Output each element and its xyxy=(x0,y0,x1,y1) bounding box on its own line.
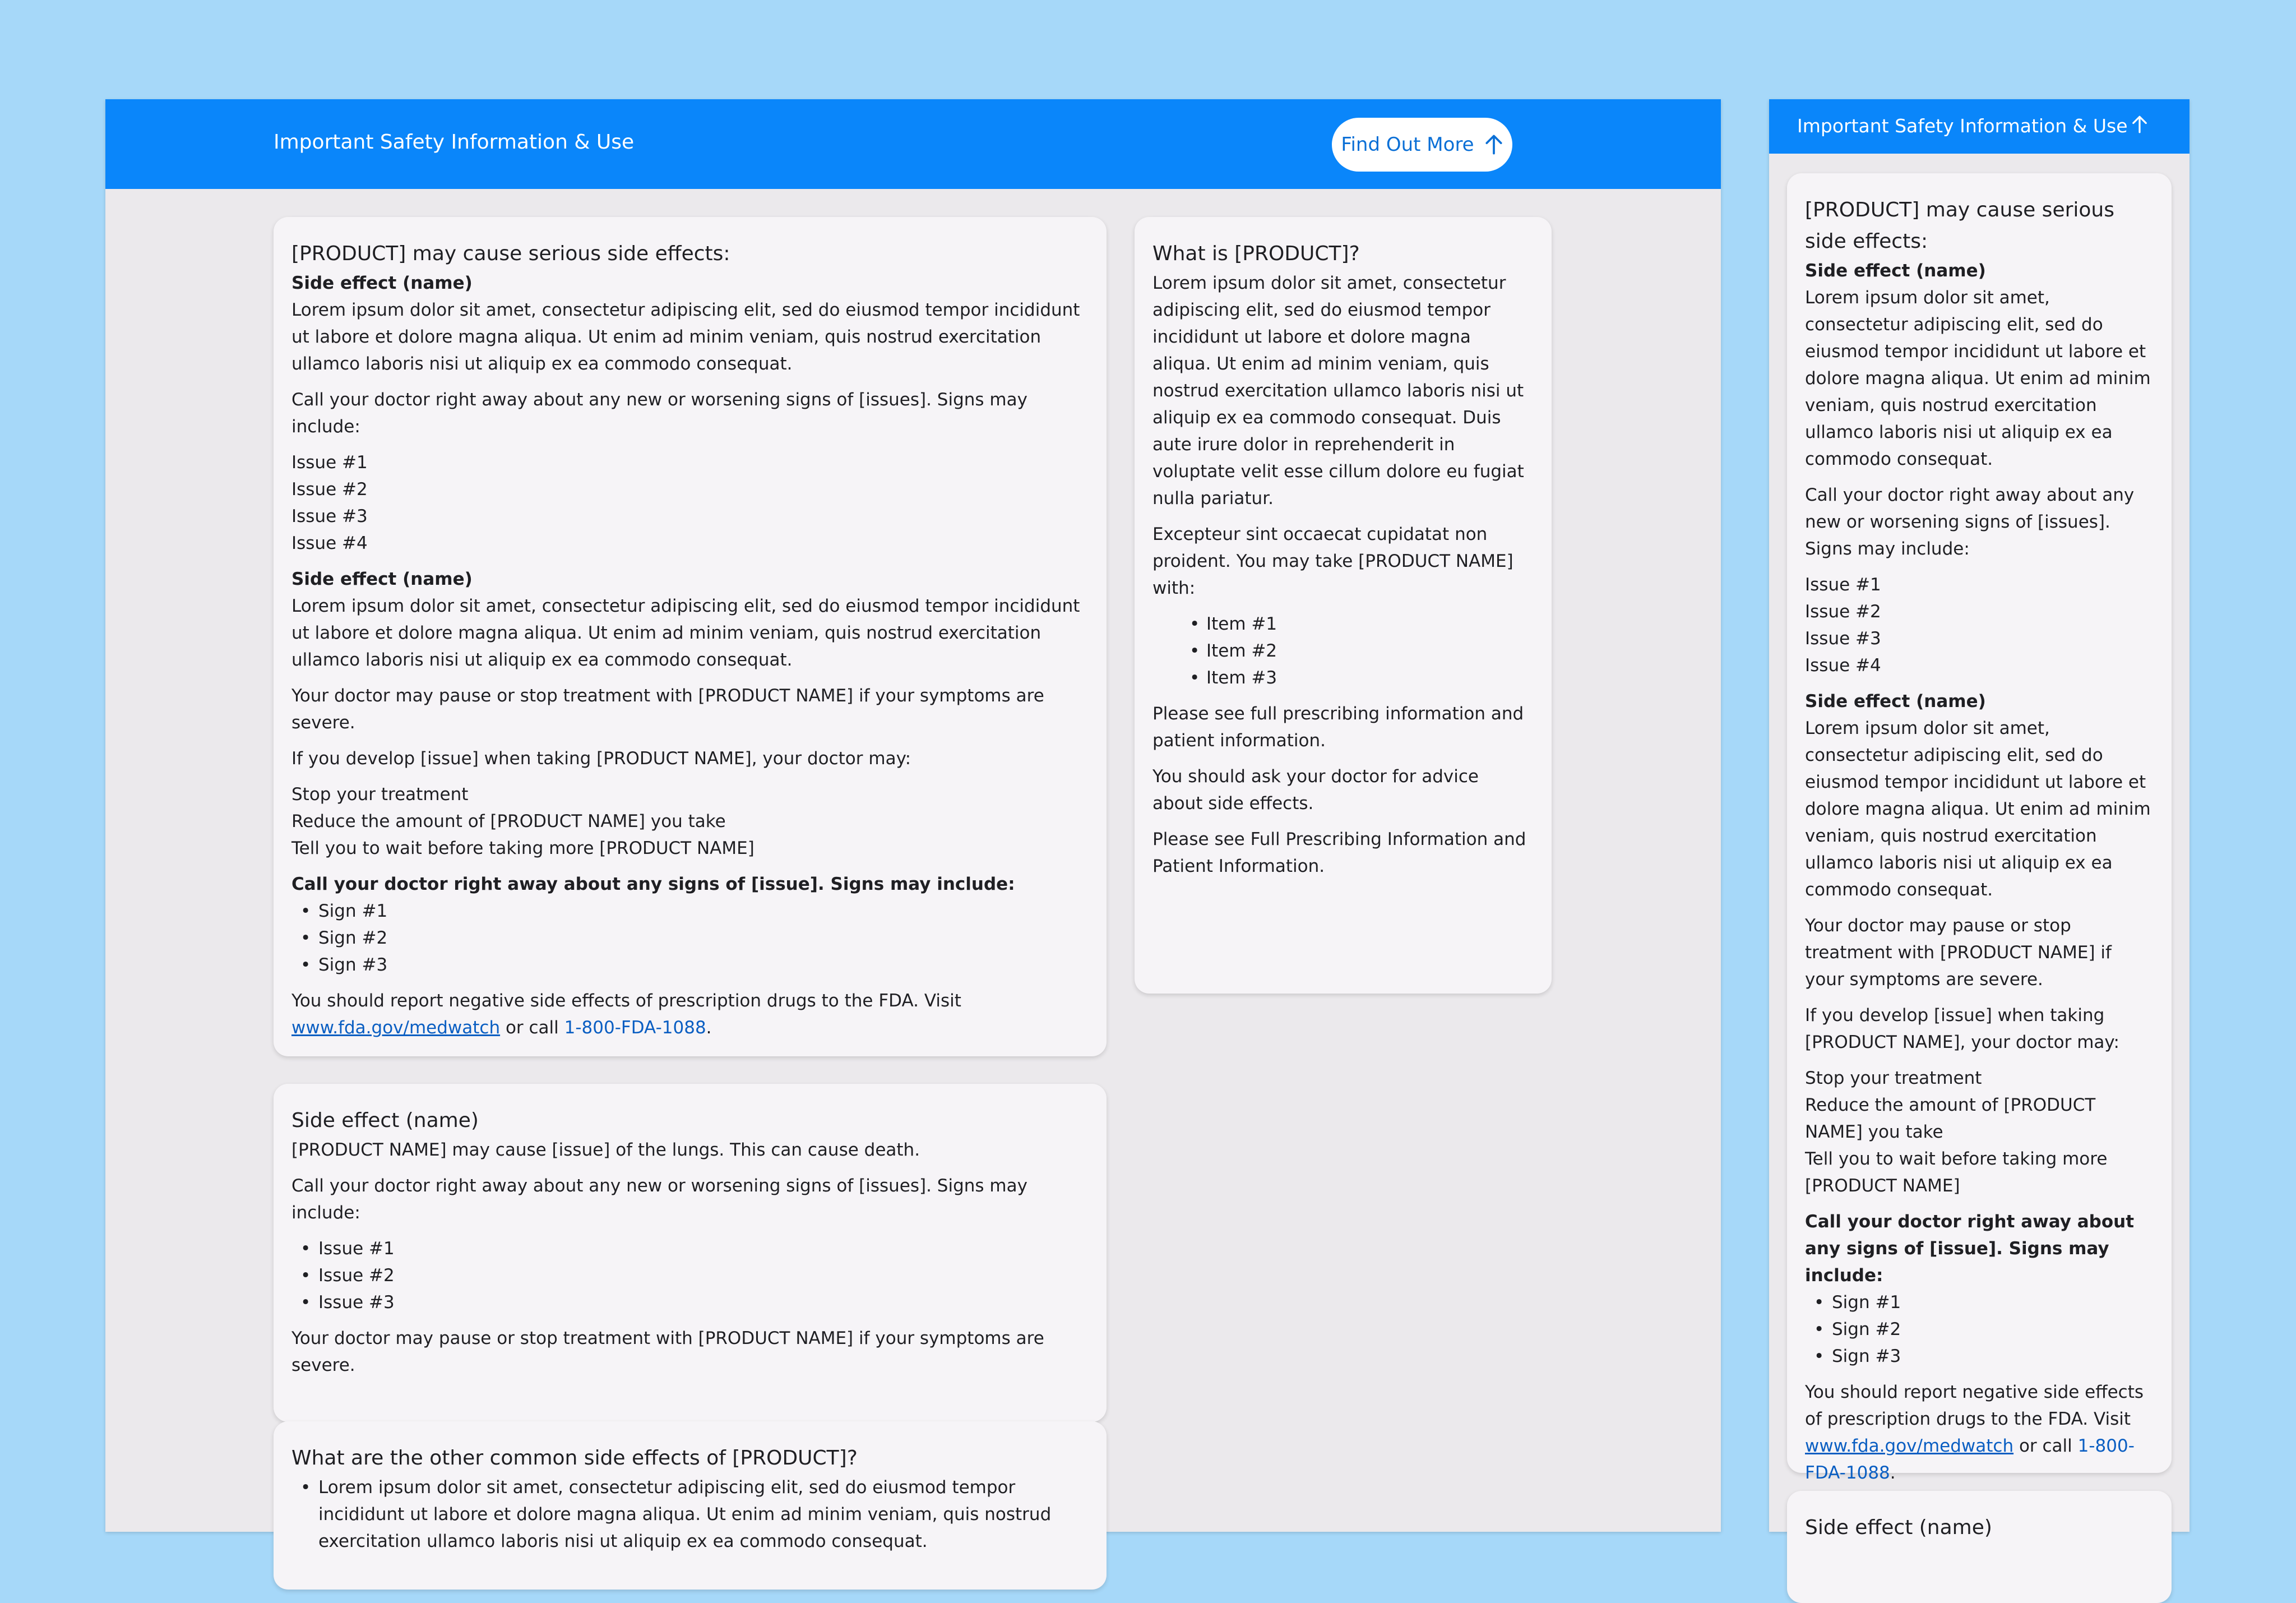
body-text: Lorem ipsum dolor sit amet, consectetur adipiscing elit, sed do eiusmod tempor incididunt ut labore et dolore magna aliqua. Ut enim ad minim veniam, quis nostrud exercitation ullamco laboris nisi ut aliquip ex ea commodo consequat. xyxy=(1805,718,2151,900)
list-item: Reduce the amount of [PRODUCT NAME] you take xyxy=(291,811,726,831)
list-item: • Issue #2 xyxy=(291,1262,1089,1289)
actions-list xyxy=(291,781,1089,862)
list-item: • Issue #1 xyxy=(291,1235,1089,1262)
card-lung-side-effect xyxy=(274,1084,1107,1422)
find-out-more-label: Find Out More xyxy=(1341,133,1474,156)
desktop-view xyxy=(105,99,1721,1551)
list-item: Issue #1 xyxy=(291,452,368,473)
body-text: Call your doctor right away about any new or worsening signs of [issues]. Signs may include: xyxy=(291,1176,1027,1223)
signs-list xyxy=(291,898,1089,978)
common-effects-list xyxy=(291,1474,1089,1555)
body-text: Lorem ipsum dolor sit amet, consectetur adipiscing elit, sed do eiusmod tempor incididunt ut labore et dolore magna aliqua. Ut enim ad minim veniam, quis nostrud exercitation ullamco laboris nisi ut aliquip ex ea commodo consequat. xyxy=(1805,288,2151,469)
fda-phone-link[interactable]: 1-800-FDA-1088 xyxy=(1805,1436,2135,1483)
list-item: • Sign #2 xyxy=(1805,1316,2154,1343)
body-text: Lorem ipsum dolor sit amet, consectetur adipiscing elit, sed do eiusmod tempor incididunt ut labore et dolore magna aliqua. Ut enim ad minim veniam, quis nostrud exercitation ullamco laboris nisi ut aliquip ex ea commodo consequat. xyxy=(291,596,1080,670)
items-list xyxy=(1152,611,1534,691)
list-item: • Item #3 xyxy=(1152,664,1534,691)
safety-header-mobile[interactable] xyxy=(1769,99,2189,154)
side-effect-subheading: Side effect (name) xyxy=(291,569,473,589)
fda-phone-link[interactable]: 1-800-FDA-1088 xyxy=(564,1018,706,1038)
body-text: [PRODUCT NAME] may cause [issue] of the lungs. This can cause death. xyxy=(291,1140,920,1160)
card-what-is-product xyxy=(1135,217,1552,994)
signs-subheading: Call your doctor right away about any signs of [issue]. Signs may include: xyxy=(291,874,1015,894)
medwatch-link[interactable]: www.fda.gov/medwatch xyxy=(291,1018,501,1038)
report-text: You should report negative side effects of prescription drugs to the FDA. Visit www.fda.gov/medwatch or call 1-800-FDA-1088. xyxy=(291,991,961,1038)
body-text: If you develop [issue] when taking [PRODUCT NAME], your doctor may: xyxy=(291,749,911,769)
card-serious-side-effects xyxy=(274,217,1107,1056)
medwatch-link[interactable]: www.fda.gov/medwatch xyxy=(1805,1436,2014,1456)
find-out-more-button[interactable] xyxy=(1332,118,1512,172)
list-item: • Sign #3 xyxy=(291,951,1089,978)
body-text: Your doctor may pause or stop treatment with [PRODUCT NAME] if your symptoms are severe. xyxy=(291,686,1044,733)
signs-list xyxy=(1805,1289,2154,1370)
card-title: Side effect (name) xyxy=(291,1109,479,1132)
body-text: Call your doctor right away about any new or worsening signs of [issues]. Signs may include: xyxy=(291,390,1027,437)
issues-list xyxy=(291,449,1089,557)
report-text: You should report negative side effects of prescription drugs to the FDA. Visit www.fda.gov/medwatch or call 1-800-FDA-1088. xyxy=(1805,1382,2144,1483)
card-title: [PRODUCT] may cause serious side effects: xyxy=(1805,198,2114,253)
list-item: Reduce the amount of [PRODUCT NAME] you take xyxy=(1805,1095,2096,1142)
body-text: Your doctor may pause or stop treatment with [PRODUCT NAME] if your symptoms are severe. xyxy=(291,1328,1044,1375)
side-effect-subheading: Side effect (name) xyxy=(1805,691,1986,712)
actions-list xyxy=(1805,1065,2154,1199)
list-item: • Issue #3 xyxy=(291,1289,1089,1316)
card-next-side-effect-mobile xyxy=(1787,1491,2172,1603)
list-item: Tell you to wait before taking more [PRODUCT NAME] xyxy=(291,838,754,858)
list-item: • Sign #3 xyxy=(1805,1343,2154,1370)
list-item: Issue #1 xyxy=(1805,575,1881,595)
list-item: Issue #2 xyxy=(1805,602,1881,622)
list-item: Issue #4 xyxy=(291,533,368,553)
list-item: • Sign #1 xyxy=(1805,1289,2154,1316)
body-text: Please see Full Prescribing Information and Patient Information. xyxy=(1152,829,1526,876)
card-title: What is [PRODUCT]? xyxy=(1152,242,1360,265)
body-text: Lorem ipsum dolor sit amet, consectetur adipiscing elit, sed do eiusmod tempor incididunt ut labore et dolore magna aliqua. Ut enim ad minim veniam, quis nostrud exercitation ullamco laboris nisi ut aliquip ex ea commodo consequat. Duis aute irure dolor in reprehenderit in voluptate velit esse cillum dolore eu fugiat nulla pariatur. xyxy=(1152,273,1524,509)
card-title: Side effect (name) xyxy=(1805,1516,1992,1539)
list-item: Issue #2 xyxy=(291,479,368,500)
body-text: Call your doctor right away about any new or worsening signs of [issues]. Signs may include: xyxy=(1805,485,2135,559)
list-item: Stop your treatment xyxy=(291,784,469,805)
body-text: If you develop [issue] when taking [PRODUCT NAME], your doctor may: xyxy=(1805,1005,2119,1052)
body-text: You should ask your doctor for advice about side effects. xyxy=(1152,766,1479,814)
card-common-side-effects xyxy=(274,1421,1107,1590)
list-item: • Lorem ipsum dolor sit amet, consectetur adipiscing elit, sed do eiusmod tempor incididunt ut labore et dolore magna aliqua. Ut enim ad minim veniam, quis nostrud exercitation ullamco laboris nisi ut aliquip ex ea commodo consequat. xyxy=(291,1474,1089,1555)
issues-list xyxy=(291,1235,1089,1316)
list-item: Issue #3 xyxy=(1805,629,1881,649)
body-text: Excepteur sint occaecat cupidatat non proident. You may take [PRODUCT NAME] with: xyxy=(1152,524,1513,598)
body-text: Your doctor may pause or stop treatment with [PRODUCT NAME] if your symptoms are severe. xyxy=(1805,916,2112,990)
side-effect-subheading: Side effect (name) xyxy=(1805,261,1986,281)
list-item: Tell you to wait before taking more [PRODUCT NAME] xyxy=(1805,1149,2108,1196)
body-text: Please see full prescribing information and patient information. xyxy=(1152,704,1524,751)
card-title: What are the other common side effects of [PRODUCT]? xyxy=(291,1447,858,1470)
signs-subheading: Call your doctor right away about any signs of [issue]. Signs may include: xyxy=(1805,1212,2135,1286)
list-item: • Sign #2 xyxy=(291,925,1089,951)
list-item: • Item #2 xyxy=(1152,637,1534,664)
safety-header xyxy=(105,99,1721,189)
mobile-view xyxy=(1769,99,2189,1539)
header-title: Important Safety Information & Use xyxy=(274,131,635,154)
header-title: Important Safety Information & Use xyxy=(1797,115,2128,137)
arrow-up-icon[interactable] xyxy=(2131,115,2148,134)
list-item: Issue #4 xyxy=(1805,655,1881,676)
arrow-up-icon xyxy=(1484,134,1503,155)
issues-list xyxy=(1805,571,2154,679)
body-text: Lorem ipsum dolor sit amet, consectetur adipiscing elit, sed do eiusmod tempor incididunt ut labore et dolore magna aliqua. Ut enim ad minim veniam, quis nostrud exercitation ullamco laboris nisi ut aliquip ex ea commodo consequat. xyxy=(291,300,1080,374)
card-serious-side-effects-mobile xyxy=(1787,173,2172,1483)
list-item: Stop your treatment xyxy=(1805,1068,1982,1088)
card-title: [PRODUCT] may cause serious side effects: xyxy=(291,242,730,265)
side-effect-subheading: Side effect (name) xyxy=(291,273,473,293)
list-item: Issue #3 xyxy=(291,506,368,526)
list-item: • Item #1 xyxy=(1152,611,1534,637)
list-item: • Sign #1 xyxy=(291,898,1089,925)
